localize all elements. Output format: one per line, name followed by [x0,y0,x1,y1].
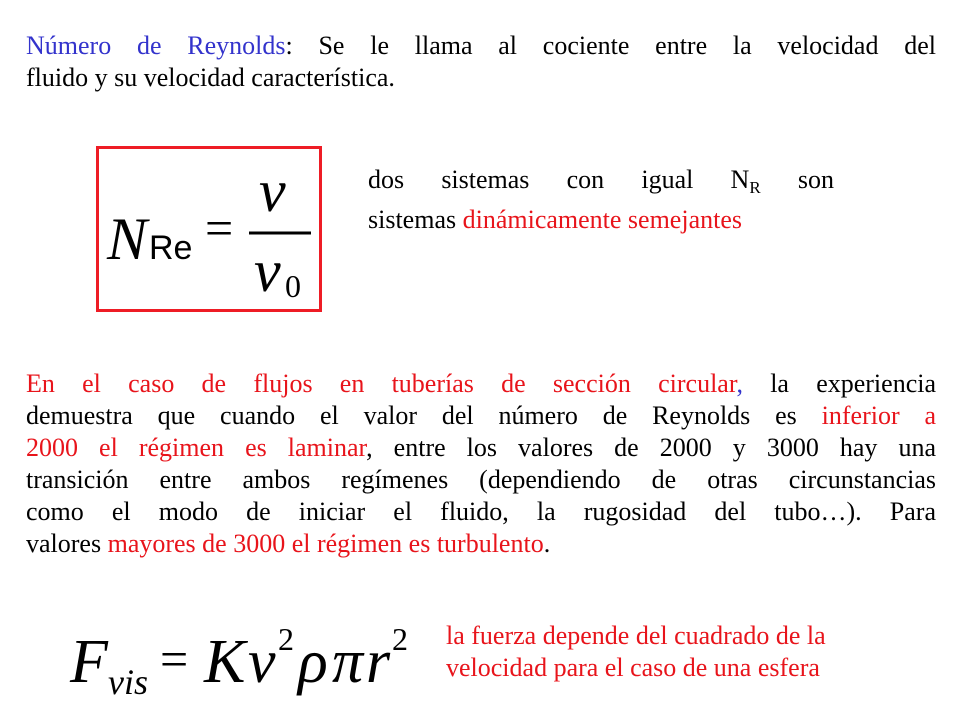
viscous-note-line-2: velocidad para el caso de una esfera [446,653,820,682]
formula-rho: ρ [298,628,328,696]
formula-equals-2: = [160,631,189,687]
similarity-line-1 [368,164,834,204]
formula-f-symbol: F [70,628,108,696]
formula-v: v [248,628,276,696]
viscous-force-formula [62,610,422,710]
paragraph-line-5: como el modo de iniciar el fluido, la rugosidad del tubo…). Para [26,497,936,526]
paragraph-line-3 [26,432,936,464]
circular-pipe-highlight: En el caso de flujos en tuberías de sección circular [26,369,737,398]
laminar-highlight-start: inferior a [821,401,936,430]
reynolds-formula-box [96,146,322,312]
intro-definition [26,30,936,94]
paragraph-line-6 [26,528,936,560]
laminar-highlight-end: 2000 el régimen es laminar [26,433,367,462]
similarity-line-2 [368,204,834,236]
formula-numerator-v: v [259,158,286,224]
intro-line-1 [26,30,936,62]
formula-pi: π [332,628,364,696]
viscous-force-note [446,620,826,684]
viscous-note-line-1: la fuerza depende del cuadrado de la [446,621,826,650]
paragraph-line-2-text: demuestra que cuando el valor del número de Reynolds es [26,401,822,430]
pipe-flow-paragraph [26,368,936,560]
nr-subscript: R [749,178,761,197]
paragraph-period: . [543,529,551,558]
reynolds-formula [99,149,319,309]
viscous-force-svg [62,610,422,710]
intro-line-2: fluido y su velocidad característica. [26,63,395,92]
similarity-line-1-text: dos sistemas con igual N [368,165,750,194]
paragraph-line-2 [26,400,936,432]
paragraph-comma: , [736,369,743,398]
similarity-line-1-end: son [797,165,834,194]
reynolds-term: Número de Reynolds [26,31,286,60]
paragraph-line-1 [26,368,936,400]
paragraph-line-4: transición entre ambos regímenes (dependiendo de otras circunstancias [26,465,936,494]
paragraph-line-1-text: la experiencia [742,369,936,398]
formula-vis-subscript: vis [108,662,148,702]
similarity-line-2-text: sistemas [368,205,463,234]
formula-denominator-subscript: 0 [285,268,301,304]
formula-re-subscript: Re [149,229,193,267]
formula-denominator-v: v [254,238,281,304]
paragraph-line-3-text: , entre los valores de 2000 y 3000 hay una [366,433,936,462]
similarity-note [368,164,834,236]
formula-n-symbol: N [107,206,148,272]
intro-line-1-text: : Se le llama al cociente entre la velocidad del [285,31,936,60]
turbulent-highlight: mayores de 3000 el régimen es turbulento [107,529,544,558]
formula-equals: = [205,200,234,256]
formula-k: K [204,628,246,696]
dynamic-similarity-highlight: dinámicamente semejantes [462,205,742,234]
formula-r-exponent: 2 [392,621,408,657]
formula-r: r [366,628,391,696]
formula-v-exponent: 2 [278,621,294,657]
paragraph-line-6-text: valores [26,529,108,558]
